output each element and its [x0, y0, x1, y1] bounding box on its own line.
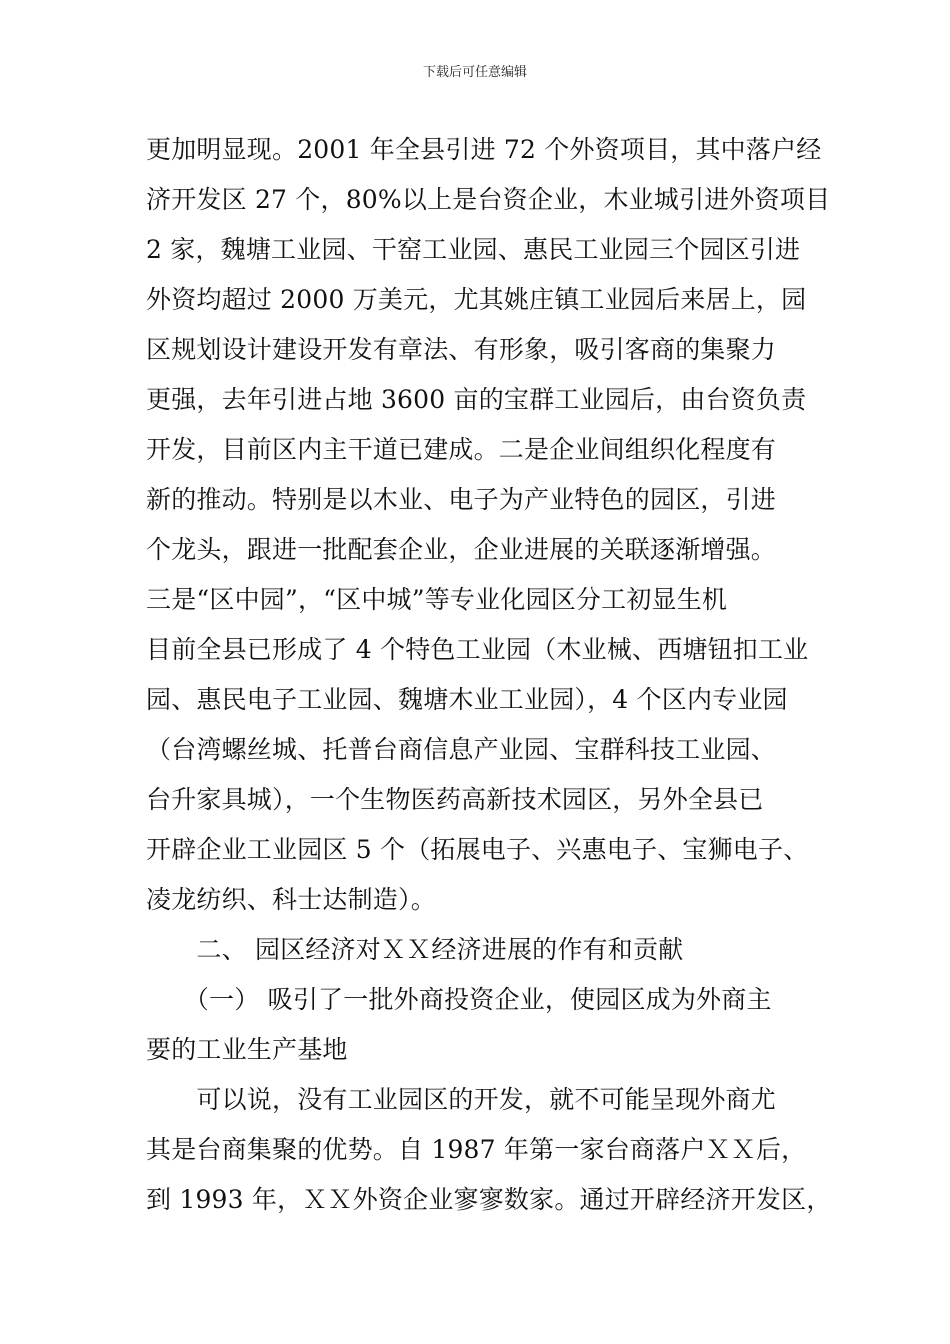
text-line: 目前全县已形成了 4 个特色工业园（木业械、西塘钮扣工业 — [146, 635, 809, 664]
text-line: 开辟企业工业园区 5 个（拓展电子、兴惠电子、宝狮电子、 — [146, 835, 809, 864]
text-line: 个龙头，跟进一批配套企业，企业进展的关联逐渐增强。 — [146, 535, 777, 564]
section-heading: 二、 园区经济对ＸＸ经济进展的作有和贡献 — [146, 935, 684, 964]
text-line: 园、惠民电子工业园、魏塘木业工业园），4 个区内专业园 — [146, 685, 788, 714]
text-line: 更加明显现。2001 年全县引进 72 个外资项目，其中落户经 — [146, 135, 822, 164]
subsection-heading: 要的工业生产基地 — [146, 1035, 348, 1064]
text-line: 台升家具城），一个生物医药高新技术园区，另外全县已 — [146, 785, 764, 814]
text-line: 2 家，魏塘工业园、干窑工业园、惠民工业园三个园区引进 — [146, 235, 801, 264]
text-line: 可以说，没有工业园区的开发，就不可能呈现外商尤 — [146, 1085, 777, 1114]
subsection-heading: （一） 吸引了一批外商投资企业，使园区成为外商主 — [146, 985, 772, 1014]
text-line: 外资均超过 2000 万美元，尤其姚庄镇工业园后来居上，园 — [146, 285, 807, 314]
text-line: 济开发区 27 个，80%以上是台资企业，木业城引进外资项目 — [146, 185, 831, 214]
text-line: （台湾螺丝城、托普台商信息产业园、宝群科技工业园、 — [146, 735, 777, 764]
text-line: 更强，去年引进占地 3600 亩的宝群工业园后，由台资负责 — [146, 385, 807, 414]
text-line: 开发，目前区内主干道已建成。二是企业间组织化程度有 — [146, 435, 777, 464]
text-line: 区规划设计建设开发有章法、有形象，吸引客商的集聚力 — [146, 335, 777, 364]
page-header: 下载后可任意编辑 — [422, 65, 527, 80]
text-line: 其是台商集聚的优势。自 1987 年第一家台商落户ＸＸ后， — [146, 1135, 807, 1164]
text-line: 新的推动。特别是以木业、电子为产业特色的园区，引进 — [146, 485, 777, 514]
text-line: 到 1993 年，ＸＸ外资企业寥寥数家。通过开辟经济开发区， — [146, 1185, 832, 1214]
text-line: 凌龙纺织、科士达制造）。 — [146, 885, 436, 914]
text-line: 三是“区中园”，“区中城”等专业化园区分工初显生机 — [146, 585, 728, 614]
document-body — [146, 125, 832, 1225]
